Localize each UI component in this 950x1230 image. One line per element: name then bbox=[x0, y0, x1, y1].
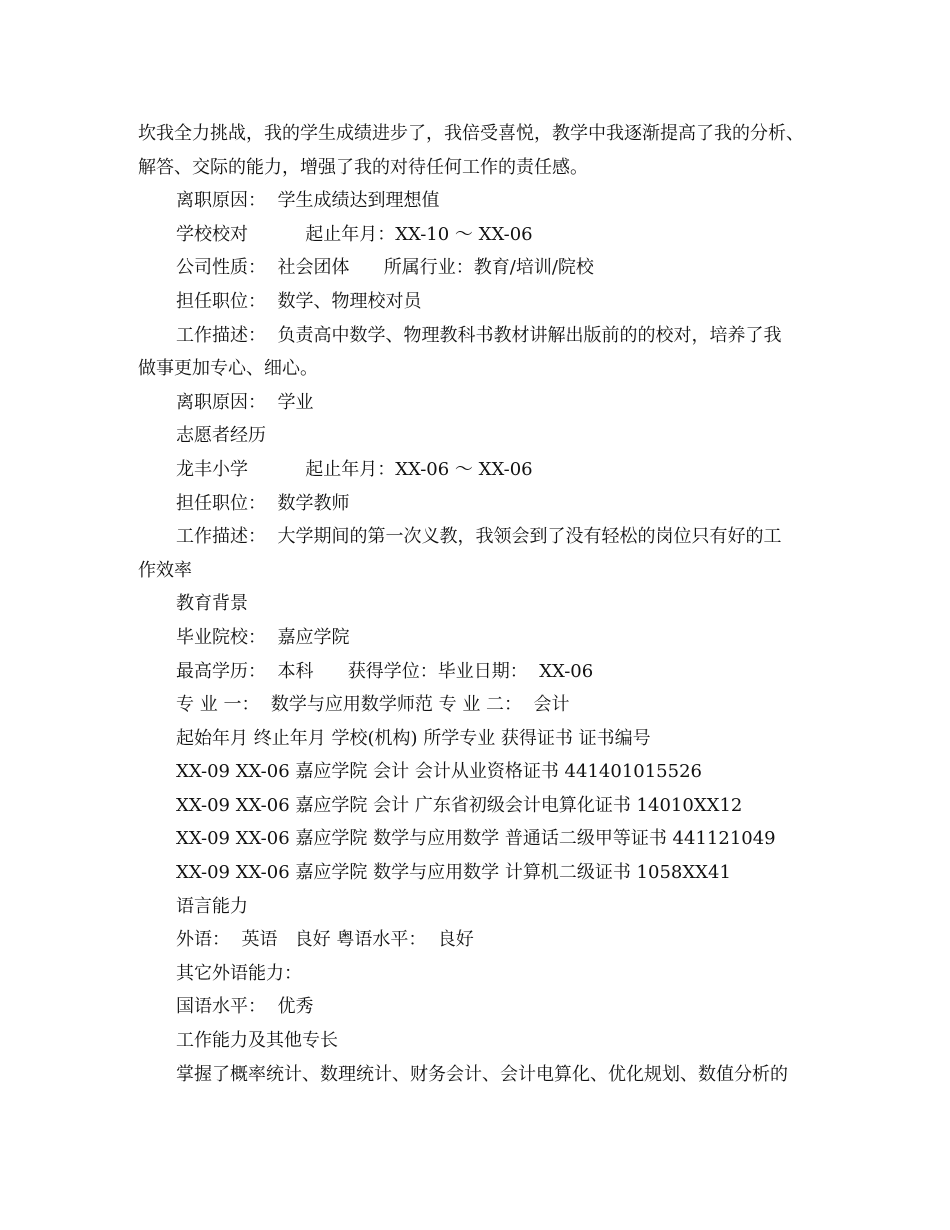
text-line: 做事更加专心、细心。 bbox=[138, 358, 318, 380]
text-line: 起始年月 终止年月 学校(机构) 所学专业 获得证书 证书编号 bbox=[176, 727, 651, 749]
text-line: XX-09 XX-06 嘉应学院 会计 广东省初级会计电算化证书 14010XX12 bbox=[176, 794, 743, 816]
text-line: 离职原因： 学生成绩达到理想值 bbox=[176, 190, 440, 212]
text-line: 国语水平： 优秀 bbox=[176, 996, 314, 1018]
text-line: 专 业 一： 数学与应用数学师范 专 业 二： 会计 bbox=[176, 694, 570, 716]
text-line: 坎我全力挑战，我的学生成绩进步了，我倍受喜悦，教学中我逐渐提高了我的分析、 bbox=[138, 123, 804, 144]
text-line: 教育背景 bbox=[176, 593, 248, 615]
text-line: XX-09 XX-06 嘉应学院 会计 会计从业资格证书 441401015526 bbox=[176, 761, 702, 783]
text-line: 最高学历： 本科 获得学位：毕业日期： XX-06 bbox=[176, 660, 594, 682]
text-line: 担任职位： 数学、物理校对员 bbox=[176, 290, 422, 312]
text-line: 工作描述： 大学期间的第一次义教，我领会到了没有轻松的岗位只有好的工 bbox=[176, 526, 782, 548]
text-line: 学校校对 起止年月：XX-10 ～ XX-06 bbox=[176, 223, 533, 245]
text-line: 外语： 英语 良好 粤语水平： 良好 bbox=[176, 929, 474, 951]
text-line: 其它外语能力： bbox=[176, 962, 302, 984]
text-line: 公司性质： 社会团体 所属行业：教育/培训/院校 bbox=[176, 257, 594, 279]
text-line: XX-09 XX-06 嘉应学院 数学与应用数学 计算机二级证书 1058XX41 bbox=[176, 862, 731, 884]
text-line: 毕业院校： 嘉应学院 bbox=[176, 626, 350, 648]
text-line: 解答、交际的能力，增强了我的对待任何工作的责任感。 bbox=[138, 156, 588, 178]
text-line: 作效率 bbox=[138, 559, 192, 581]
text-line: 担任职位： 数学教师 bbox=[176, 492, 350, 514]
text-line: 工作能力及其他专长 bbox=[176, 1030, 338, 1052]
text-line: XX-09 XX-06 嘉应学院 数学与应用数学 普通话二级甲等证书 441121049 bbox=[176, 828, 776, 850]
text-line: 掌握了概率统计、数理统计、财务会计、会计电算化、优化规划、数值分析的 bbox=[176, 1063, 788, 1085]
document-body bbox=[138, 117, 818, 1091]
text-line: 离职原因： 学业 bbox=[176, 391, 314, 413]
text-line: 语言能力 bbox=[176, 895, 248, 917]
text-line: 工作描述： 负责高中数学、物理教科书教材讲解出版前的的校对，培养了我 bbox=[176, 324, 782, 346]
text-line: 志愿者经历 bbox=[176, 425, 266, 447]
text-line: 龙丰小学 起止年月：XX-06 ～ XX-06 bbox=[176, 458, 533, 480]
